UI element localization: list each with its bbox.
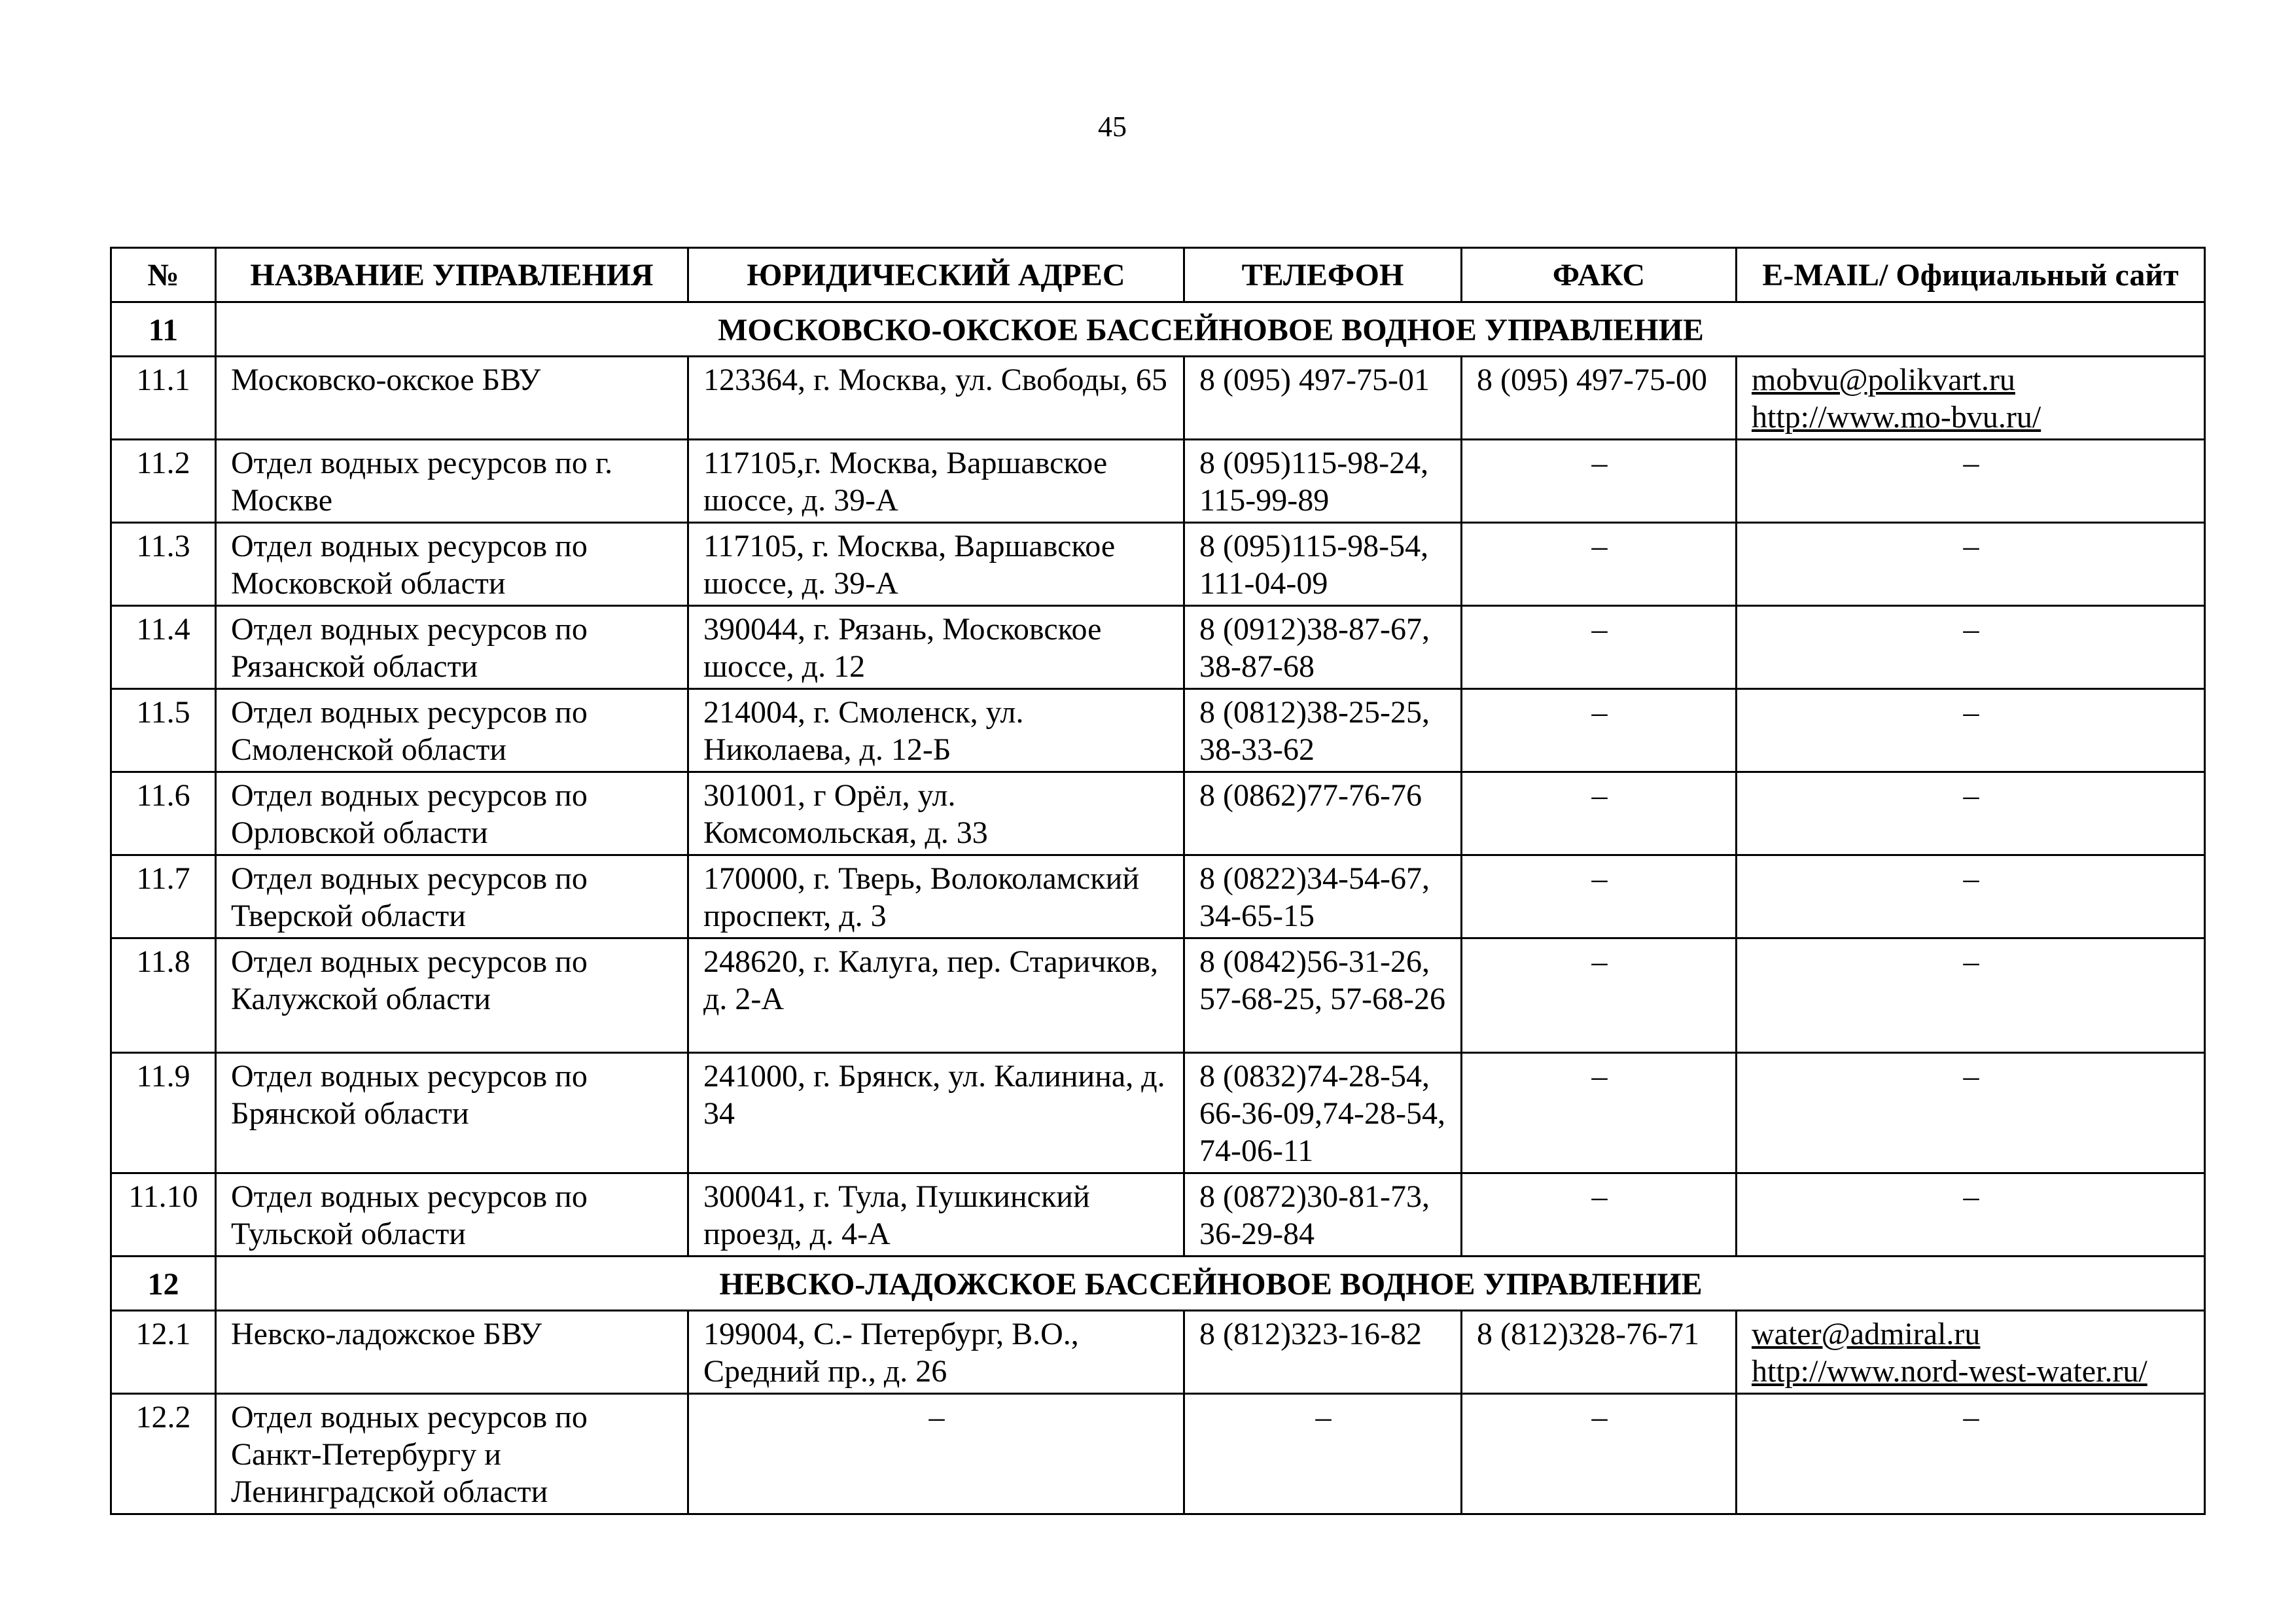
header-phone: ТЕЛЕФОН bbox=[1184, 248, 1462, 302]
row-number: 11.7 bbox=[111, 855, 216, 938]
row-number: 12.2 bbox=[111, 1394, 216, 1514]
table-row bbox=[111, 689, 2205, 772]
section-row bbox=[111, 302, 2205, 357]
row-number: 11.3 bbox=[111, 523, 216, 606]
authority-name: Отдел водных ресурсов по Орловской области bbox=[216, 772, 688, 855]
fax: – bbox=[1462, 855, 1737, 938]
email-site-cell: – bbox=[1737, 1173, 2205, 1257]
email-site-cell bbox=[1737, 1311, 2205, 1394]
page-number: 45 bbox=[1098, 111, 1127, 143]
phone: 8 (0872)30-81-73, 36-29-84 bbox=[1184, 1173, 1462, 1257]
authority-name: Отдел водных ресурсов по Смоленской области bbox=[216, 689, 688, 772]
phone: 8 (0812)38-25-25, 38-33-62 bbox=[1184, 689, 1462, 772]
legal-address: 170000, г. Тверь, Волоколамский проспект, д. 3 bbox=[688, 855, 1184, 938]
table-row bbox=[111, 1053, 2205, 1173]
table-row bbox=[111, 606, 2205, 689]
fax: – bbox=[1462, 1053, 1737, 1173]
table-row bbox=[111, 855, 2205, 938]
email-site-cell: – bbox=[1737, 606, 2205, 689]
legal-address: 300041, г. Тула, Пушкинский проезд, д. 4-А bbox=[688, 1173, 1184, 1257]
table-row bbox=[111, 772, 2205, 855]
website-link[interactable]: http://www.mo-bvu.ru/ bbox=[1752, 400, 2041, 435]
authority-name: Московско-окское БВУ bbox=[216, 357, 688, 440]
row-number: 11.10 bbox=[111, 1173, 216, 1257]
legal-address: 117105, г. Москва, Варшавское шоссе, д. 39-А bbox=[688, 523, 1184, 606]
phone: 8 (095) 497-75-01 bbox=[1184, 357, 1462, 440]
phone: 8 (095)115-98-24, 115-99-89 bbox=[1184, 440, 1462, 523]
email-site-cell: – bbox=[1737, 689, 2205, 772]
header-number: № bbox=[111, 248, 216, 302]
header-fax: ФАКС bbox=[1462, 248, 1737, 302]
row-number: 11.1 bbox=[111, 357, 216, 440]
phone: 8 (0862)77-76-76 bbox=[1184, 772, 1462, 855]
fax: 8 (812)328-76-71 bbox=[1462, 1311, 1737, 1394]
legal-address: 248620, г. Калуга, пер. Старичков, д. 2-А bbox=[688, 938, 1184, 1053]
website-link[interactable]: http://www.nord-west-water.ru/ bbox=[1752, 1354, 2147, 1389]
authority-name: Отдел водных ресурсов по Рязанской области bbox=[216, 606, 688, 689]
header-address: ЮРИДИЧЕСКИЙ АДРЕС bbox=[688, 248, 1184, 302]
phone: 8 (0842)56-31-26, 57-68-25, 57-68-26 bbox=[1184, 938, 1462, 1053]
phone: 8 (0912)38-87-67, 38-87-68 bbox=[1184, 606, 1462, 689]
legal-address: 199004, С.- Петербург, В.О., Средний пр., д. 26 bbox=[688, 1311, 1184, 1394]
email-site-cell: – bbox=[1737, 440, 2205, 523]
phone: 8 (095)115-98-54, 111-04-09 bbox=[1184, 523, 1462, 606]
water-authorities-table bbox=[110, 247, 2206, 1515]
table-row bbox=[111, 938, 2205, 1053]
section-number: 11 bbox=[111, 302, 216, 357]
legal-address: 214004, г. Смоленск, ул. Николаева, д. 12-Б bbox=[688, 689, 1184, 772]
header-name: НАЗВАНИЕ УПРАВЛЕНИЯ bbox=[216, 248, 688, 302]
legal-address: 241000, г. Брянск, ул. Калинина, д. 34 bbox=[688, 1053, 1184, 1173]
legal-address: 390044, г. Рязань, Московское шоссе, д. 12 bbox=[688, 606, 1184, 689]
table-row bbox=[111, 357, 2205, 440]
table-row bbox=[111, 1311, 2205, 1394]
authority-name: Невско-ладожское БВУ bbox=[216, 1311, 688, 1394]
email-site-cell: – bbox=[1737, 1053, 2205, 1173]
legal-address: – bbox=[688, 1394, 1184, 1514]
row-number: 11.2 bbox=[111, 440, 216, 523]
row-number: 11.6 bbox=[111, 772, 216, 855]
fax: – bbox=[1462, 1173, 1737, 1257]
section-title: НЕВСКО-ЛАДОЖСКОЕ БАССЕЙНОВОЕ ВОДНОЕ УПРАВЛЕНИЕ bbox=[216, 1257, 2205, 1311]
phone: 8 (0822)34-54-67, 34-65-15 bbox=[1184, 855, 1462, 938]
fax: – bbox=[1462, 938, 1737, 1053]
row-number: 12.1 bbox=[111, 1311, 216, 1394]
fax: – bbox=[1462, 606, 1737, 689]
row-number: 11.4 bbox=[111, 606, 216, 689]
authority-name: Отдел водных ресурсов по Московской области bbox=[216, 523, 688, 606]
authority-name: Отдел водных ресурсов по Тульской области bbox=[216, 1173, 688, 1257]
email-link[interactable]: mobvu@polikvart.ru bbox=[1752, 363, 2015, 397]
fax: – bbox=[1462, 772, 1737, 855]
authority-name: Отдел водных ресурсов по Тверской области bbox=[216, 855, 688, 938]
legal-address: 301001, г Орёл, ул. Комсомольская, д. 33 bbox=[688, 772, 1184, 855]
fax: – bbox=[1462, 523, 1737, 606]
legal-address: 117105,г. Москва, Варшавское шоссе, д. 39-А bbox=[688, 440, 1184, 523]
email-site-cell: – bbox=[1737, 523, 2205, 606]
table-row bbox=[111, 440, 2205, 523]
fax: – bbox=[1462, 440, 1737, 523]
email-site-cell: – bbox=[1737, 938, 2205, 1053]
authority-name: Отдел водных ресурсов по г. Москве bbox=[216, 440, 688, 523]
phone: – bbox=[1184, 1394, 1462, 1514]
phone: 8 (812)323-16-82 bbox=[1184, 1311, 1462, 1394]
header-email-site: E-MAIL/ Официальный сайт bbox=[1737, 248, 2205, 302]
row-number: 11.5 bbox=[111, 689, 216, 772]
email-site-cell: – bbox=[1737, 772, 2205, 855]
authority-name: Отдел водных ресурсов по Санкт-Петербургу и Ленинградской области bbox=[216, 1394, 688, 1514]
fax: 8 (095) 497-75-00 bbox=[1462, 357, 1737, 440]
phone: 8 (0832)74-28-54, 66-36-09,74-28-54, 74-06-11 bbox=[1184, 1053, 1462, 1173]
section-number: 12 bbox=[111, 1257, 216, 1311]
fax: – bbox=[1462, 689, 1737, 772]
row-number: 11.8 bbox=[111, 938, 216, 1053]
email-site-cell: – bbox=[1737, 1394, 2205, 1514]
email-link[interactable]: water@admiral.ru bbox=[1752, 1317, 1981, 1351]
table-row bbox=[111, 1394, 2205, 1514]
authority-name: Отдел водных ресурсов по Калужской области bbox=[216, 938, 688, 1053]
email-site-cell: – bbox=[1737, 855, 2205, 938]
authority-name: Отдел водных ресурсов по Брянской области bbox=[216, 1053, 688, 1173]
table-header-row bbox=[111, 248, 2205, 302]
section-row bbox=[111, 1257, 2205, 1311]
fax: – bbox=[1462, 1394, 1737, 1514]
row-number: 11.9 bbox=[111, 1053, 216, 1173]
section-title: МОСКОВСКО-ОКСКОЕ БАССЕЙНОВОЕ ВОДНОЕ УПРАВЛЕНИЕ bbox=[216, 302, 2205, 357]
table-row bbox=[111, 1173, 2205, 1257]
legal-address: 123364, г. Москва, ул. Свободы, 65 bbox=[688, 357, 1184, 440]
email-site-cell bbox=[1737, 357, 2205, 440]
table-row bbox=[111, 523, 2205, 606]
